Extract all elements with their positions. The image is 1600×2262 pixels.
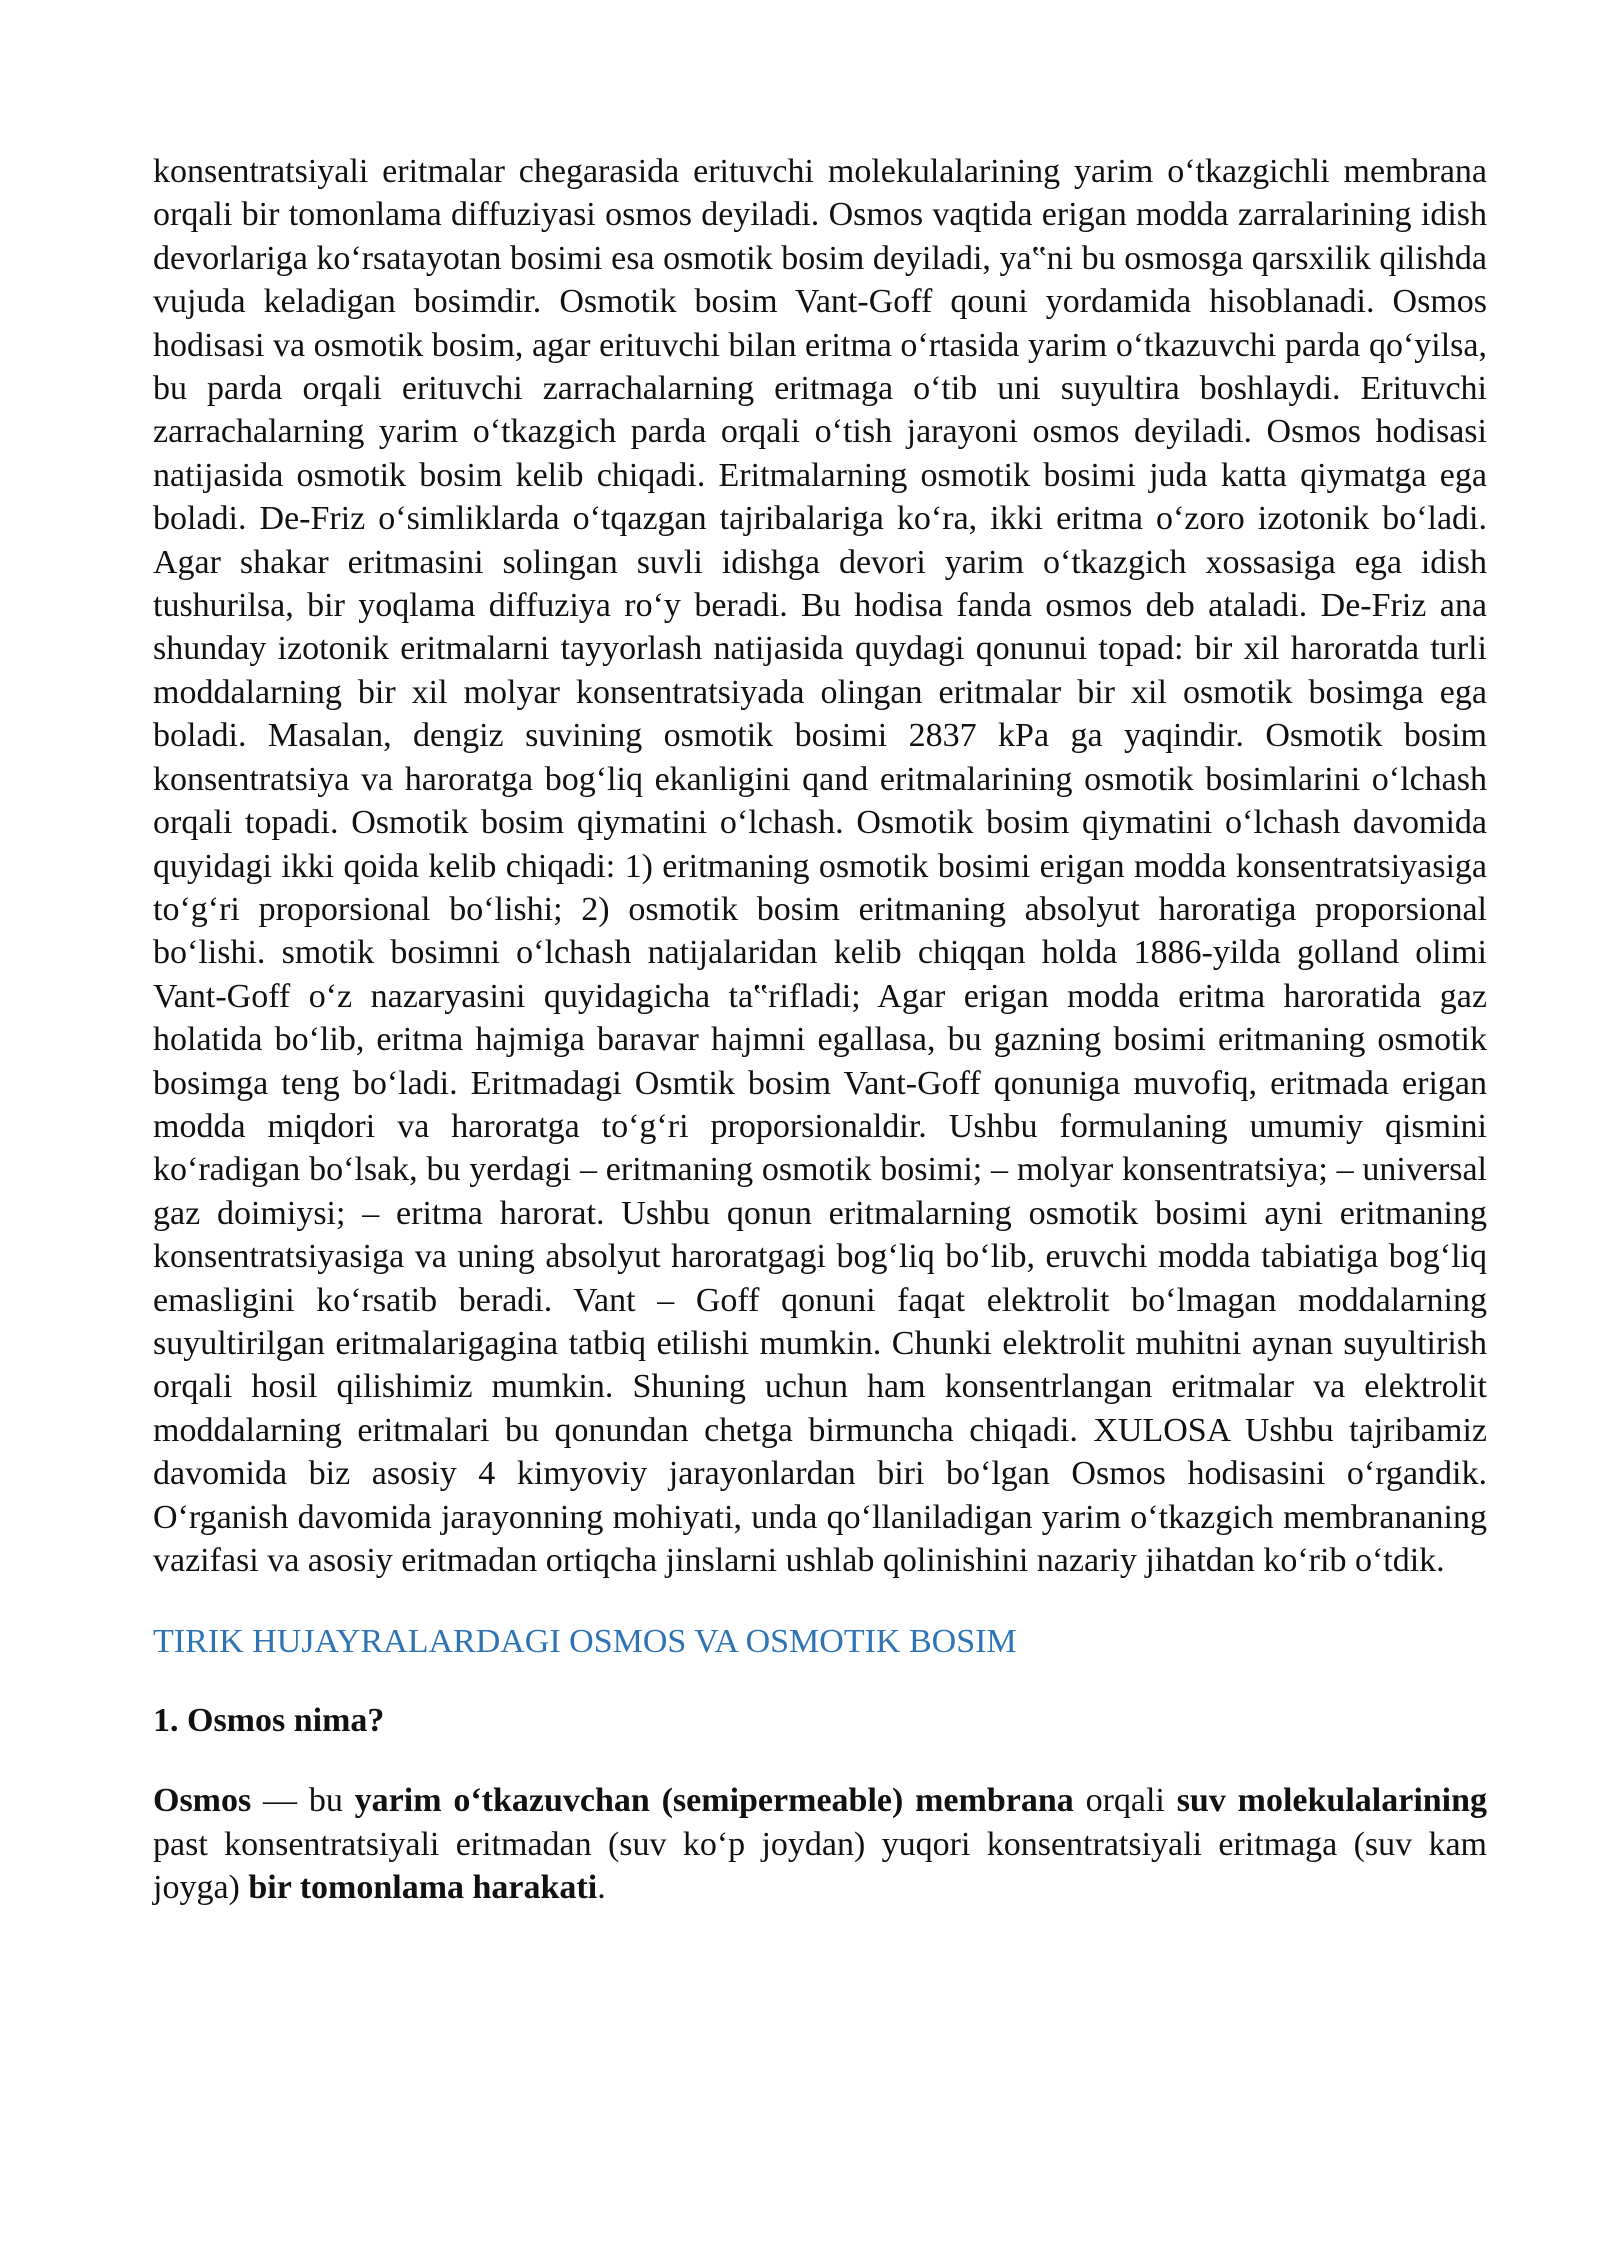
definition-bold-movement: bir tomonlama harakati (248, 1869, 598, 1907)
definition-dash: — bu (251, 1782, 355, 1820)
definition-end: . (597, 1869, 606, 1907)
question-subheading: 1. Osmos nima? (153, 1702, 385, 1740)
definition-bold-water: suv molekulalarining (1176, 1782, 1488, 1820)
section-heading: TIRIK HUJAYRALARDAGI OSMOS VA OSMOTIK BOSIM (153, 1623, 1017, 1661)
definition-term: Osmos (153, 1782, 252, 1820)
definition-bold-membrane: yarim o‘tkazuvchan (semipermeable) membrana (354, 1782, 1074, 1820)
document-page (153, 150, 1487, 1910)
osmos-definition (153, 1779, 1487, 1909)
body-paragraph: konsentratsiyali eritmalar chegarasida erituvchi molekulalarining yarim o‘tkazgichli membrana orqali bir tomonlama diffuziyasi osmos deyiladi. Osmos vaqtida erigan modda zarralarining idish devorlariga ko‘rsatayotan bosimi esa osmotik bosim deyiladi, ya‟ni bu osmosga qarsxilik qilishda vujuda keladigan bosimdir. Osmotik bosim Vant-Goff qouni yordamida hisoblanadi. Osmos hodisasi va osmotik bosim, agar erituvchi bilan eritma o‘rtasida yarim o‘tkazuvchi parda qo‘yilsa, bu parda orqali erituvchi zarrachalarning eritmaga o‘tib uni suyultira boshlaydi. Erituvchi zarrachalarning yarim o‘tkazgich parda orqali o‘tish jarayoni osmos deyiladi. Osmos hodisasi natijasida osmotik bosim kelib chiqadi. Eritmalarning osmotik bosimi juda katta qiymatga ega boladi. De-Friz o‘simliklarda o‘tqazgan tajribalariga ko‘ra, ikki eritma o‘zoro izotonik bo‘ladi. Agar shakar eritmasini solingan suvli idishga devori yarim o‘tkazgich xossasiga ega idish tushurilsa, bir yoqlama diffuziya ro‘y beradi. Bu hodisa fanda osmos deb ataladi. De-Friz ana shunday izotonik eritmalarni tayyorlash natijasida quydagi qonunui topad: bir xil haroratda turli moddalarning bir xil molyar konsentratsiyada olingan eritmalar bir xil osmotik bosimga ega boladi. Masalan, dengiz suvining osmotik bosimi 2837 kPa ga yaqindir. Osmotik bosim konsentratsiya va haroratga bog‘liq ekanligini qand eritmalarining osmotik bosimlarini o‘lchash orqali topadi. Osmotik bosim qiymatini o‘lchash. Osmotik bosim qiymatini o‘lchash davomida quyidagi ikki qoida kelib chiqadi: 1) eritmaning osmotik bosimi erigan modda konsentratsiyasiga to‘g‘ri proporsional bo‘lishi; 2) osmotik bosim eritmaning absolyut haroratiga proporsional bo‘lishi. smotik bosimni o‘lchash natijalaridan kelib chiqqan holda 1886-yilda golland olimi Vant-Goff o‘z nazaryasini quyidagicha ta‟rifladi; Agar erigan modda eritma haroratida gaz holatida bo‘lib, eritma hajmiga baravar hajmni egallasa, bu gazning bosimi eritmaning osmotik bosimga teng bo‘ladi. Eritmadagi Osmtik bosim Vant-Goff qonuniga muvofiq, eritmada erigan modda miqdori va haroratga to‘g‘ri proporsionaldir. Ushbu formulaning umumiy qismini ko‘radigan bo‘lsak, bu yerdagi – eritmaning osmotik bosimi; – molyar konsentratsiya; – universal gaz doimiysi; – eritma harorat. Ushbu qonun eritmalarning osmotik bosimi ayni eritmaning konsentratsiyasiga va uning absolyut haroratgagi bog‘liq bo‘lib, eruvchi modda tabiatiga bog‘liq emasligini ko‘rsatib beradi. Vant – Goff qonuni faqat elektrolit bo‘lmagan moddalarning suyultirilgan eritmalarigagina tatbiq etilishi mumkin. Chunki elektrolit muhitni aynan suyultirish orqali hosil qilishimiz mumkin. Shuning uchun ham konsentrlangan eritmalar va elektrolit moddalarning eritmalari bu qonundan chetga birmuncha chiqadi. XULOSA Ushbu tajribamiz davomida biz asosiy 4 kimyoviy jarayonlardan biri bo‘lgan Osmos hodisasini o‘rgandik. O‘rganish davomida jarayonning mohiyati, unda qo‘llaniladigan yarim o‘tkazgich membrananing vazifasi va asosiy eritmadan ortiqcha jinslarni ushlab qolinishini nazariy jihatdan ko‘rib o‘tdik. (153, 153, 1487, 1579)
definition-text-orqali: orqali (1073, 1782, 1177, 1820)
definition-text-concentration: past konsentratsiyali eritmadan (suv ko‘p joydan) yuqori konsentratsiyali eritmaga (suv kam joyga) (153, 1825, 1487, 1907)
